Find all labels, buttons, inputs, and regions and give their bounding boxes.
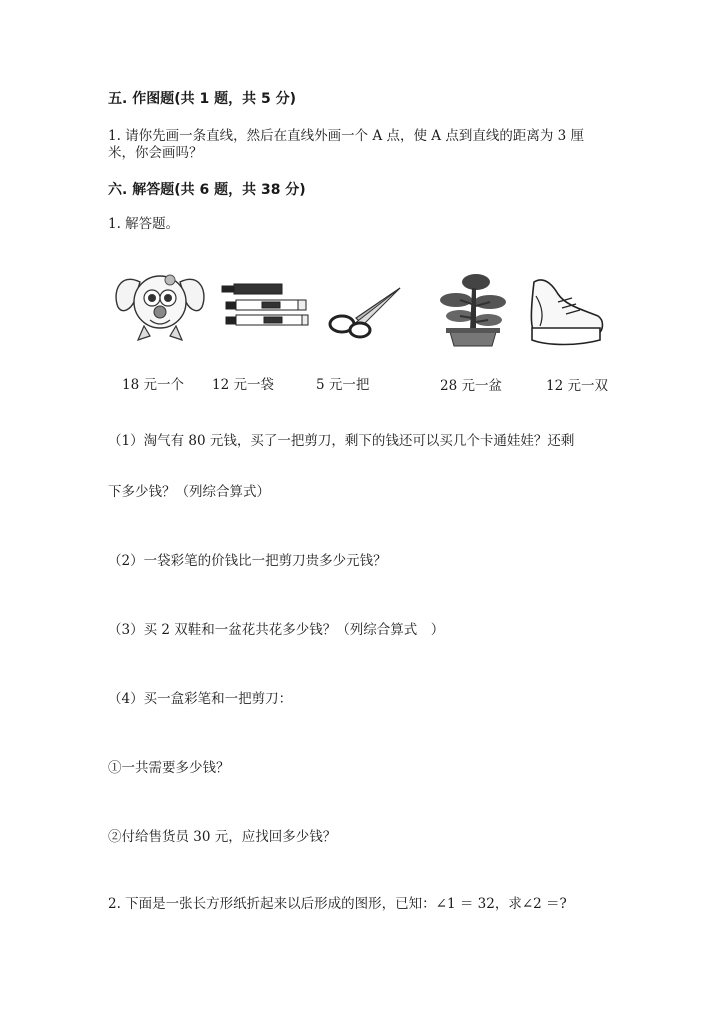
sub-question-1-line1: （1）淘气有 80 元钱，买了一把剪刀，剩下的钱还可以买几个卡通娃娃？还剩 (108, 433, 575, 449)
section6-heading: 六. 解答题(共 6 题，共 38 分) (108, 182, 306, 198)
shoe-image (528, 276, 606, 348)
sub-question-4b: ②付给售货员 30 元，应找回多少钱？ (108, 829, 337, 845)
bonsai-price: 28 元一盆 (440, 378, 502, 394)
section6-q1-label: 1. 解答题。 (108, 216, 180, 232)
sub-question-1-line2: 下多少钱？（列综合算式） (108, 484, 270, 500)
markers-image (218, 280, 310, 332)
scissors-image (326, 286, 404, 340)
section5-q1-line1: 1. 请你先画一条直线，然后在直线外画一个 A 点，使 A 点到直线的距离为 3 厘 (108, 128, 585, 144)
markers-price: 12 元一袋 (212, 377, 274, 393)
section5-q1-line2: 米，你会画吗？ (108, 145, 203, 161)
sub-question-2: （2）一袋彩笔的价钱比一把剪刀贵多少元钱？ (108, 553, 387, 569)
cartoon-doll-price: 18 元一个 (122, 377, 184, 393)
bonsai-image (436, 270, 510, 352)
sub-question-4: （4）买一盒彩笔和一把剪刀： (108, 691, 293, 707)
scissors-price: 5 元一把 (316, 377, 370, 393)
section5-heading: 五. 作图题(共 1 题，共 5 分) (108, 91, 296, 107)
question-2: 2. 下面是一张长方形纸折起来以后形成的图形，已知：∠1 ＝ 32，求∠2 ＝? (108, 896, 567, 912)
sub-question-4a: ①一共需要多少钱？ (108, 760, 230, 776)
shoe-price: 12 元一双 (546, 378, 608, 394)
cartoon-doll-image (110, 262, 210, 346)
sub-question-3: （3）买 2 双鞋和一盆花共花多少钱？（列综合算式 ） (108, 622, 445, 638)
